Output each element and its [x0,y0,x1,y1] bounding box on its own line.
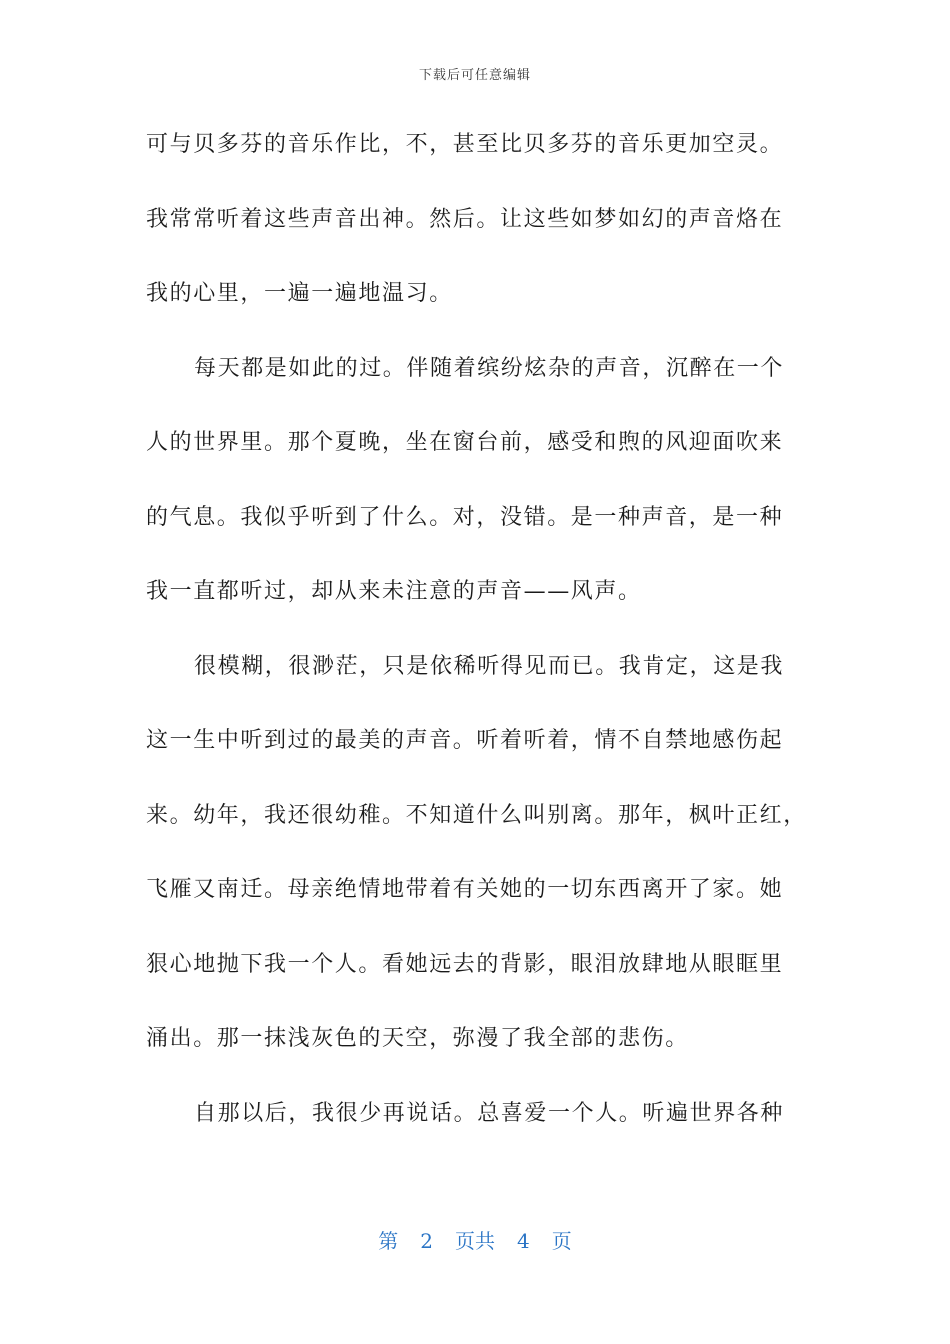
text-line-14: 自那以后，我很少再说话。总喜爱一个人。听遍世界各种 [194,1100,785,1126]
page-number-footer [0,1225,950,1254]
text-line-5: 人的世界里。那个夏晚，坐在窗台前，感受和煦的风迎面吹来 [146,430,784,455]
text-line-11: 飞雁又南迁。母亲绝情地带着有关她的一切东西离开了家。她 [146,877,784,902]
total-pages-number: 4 [517,1229,530,1253]
page-prefix: 第 [378,1229,399,1253]
text-line-9: 这一生中听到过的最美的声音。听着听着，情不自禁地感伤起 [146,728,784,753]
page-middle-text: 页共 [455,1229,495,1253]
text-line-3: 我的心里，一遍一遍地温习。 [146,281,453,306]
text-line-7: 我一直都听过，却从来未注意的声音——风声。 [146,579,642,604]
text-line-1: 可与贝多芬的音乐作比，不，甚至比贝多芬的音乐更加空灵。 [146,132,784,157]
page-suffix: 页 [551,1229,572,1253]
page-header: 下载后可任意编辑 [418,68,531,83]
text-line-2: 我常常听着这些声音出神。然后。让这些如梦如幻的声音烙在 [146,206,784,232]
text-line-10: 来。幼年，我还很幼稚。不知道什么叫别离。那年，枫叶正红， [146,802,807,828]
text-line-4: 每天都是如此的过。伴随着缤纷炫杂的声音，沉醉在一个 [194,355,785,381]
current-page-number: 2 [420,1229,433,1253]
text-line-12: 狠心地抛下我一个人。看她远去的背影，眼泪放肆地从眼眶里 [146,951,784,977]
text-line-6: 的气息。我似乎听到了什么。对，没错。是一种声音，是一种 [146,504,784,530]
document-body [146,122,814,1165]
text-line-8: 很模糊，很渺茫，只是依稀听得见而已。我肯定，这是我 [194,653,785,679]
text-line-13: 涌出。那一抹浅灰色的天空，弥漫了我全部的悲伤。 [146,1026,689,1051]
